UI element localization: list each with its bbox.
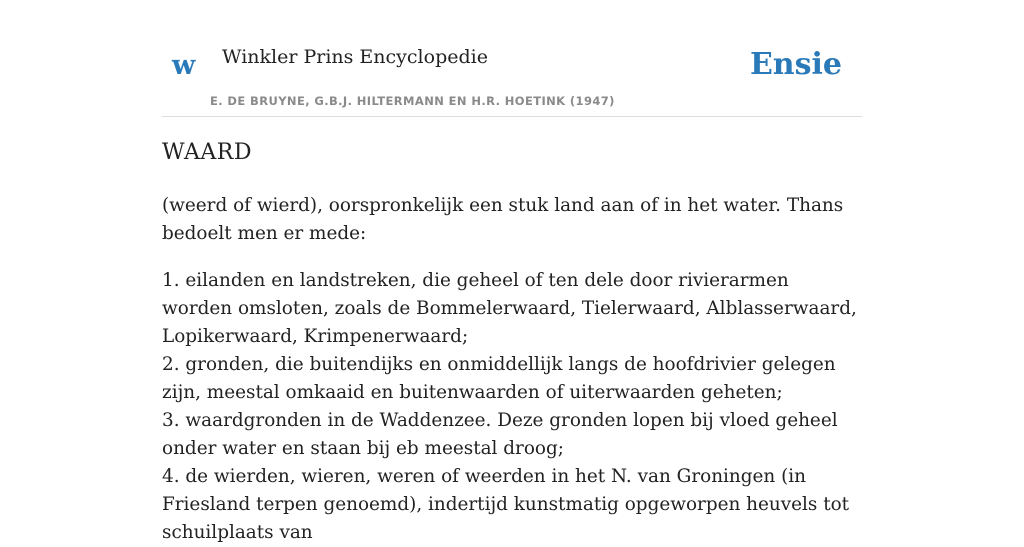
entry-content	[162, 192, 862, 547]
definition-item-1: 1. eilanden en landstreken, die geheel of ten dele door rivierarmen worden omsloten, zoals de Bommelerwaard, Tielerwaard, Alblasserwaard, Lopikerwaard, Krimpenerwaard;	[162, 270, 857, 347]
w-logo-icon[interactable]: w	[172, 50, 196, 81]
site-header	[162, 0, 862, 117]
definition-item-4: 4. de wierden, wieren, weren of weerden in het N. van Groningen (in Friesland terpen genoemd), indertijd kunstmatig opgeworpen heuvels tot schuilplaats van	[162, 466, 850, 543]
publication-title[interactable]: Winkler Prins Encyclopedie	[222, 46, 488, 68]
entry-intro: (weerd of wierd), oorspronkelijk een stuk land aan of in het water. Thans bedoelt men er mede:	[162, 195, 844, 244]
definition-item-2: 2. gronden, die buitendijks en onmiddellijk langs de hoofdrivier gelegen zijn, meestal omkaaid en buitenwaarden of uiterwaarden geheten;	[162, 354, 836, 403]
publication-authors: E. DE BRUYNE, G.B.J. HILTERMANN EN H.R. HOETINK (1947)	[210, 94, 615, 108]
ensie-brand-logo[interactable]: Ensie	[749, 47, 842, 82]
entry-title: WAARD	[162, 140, 252, 165]
definition-item-3: 3. waardgronden in de Waddenzee. Deze gronden lopen bij vloed geheel onder water en staan bij eb meestal droog;	[162, 410, 838, 459]
